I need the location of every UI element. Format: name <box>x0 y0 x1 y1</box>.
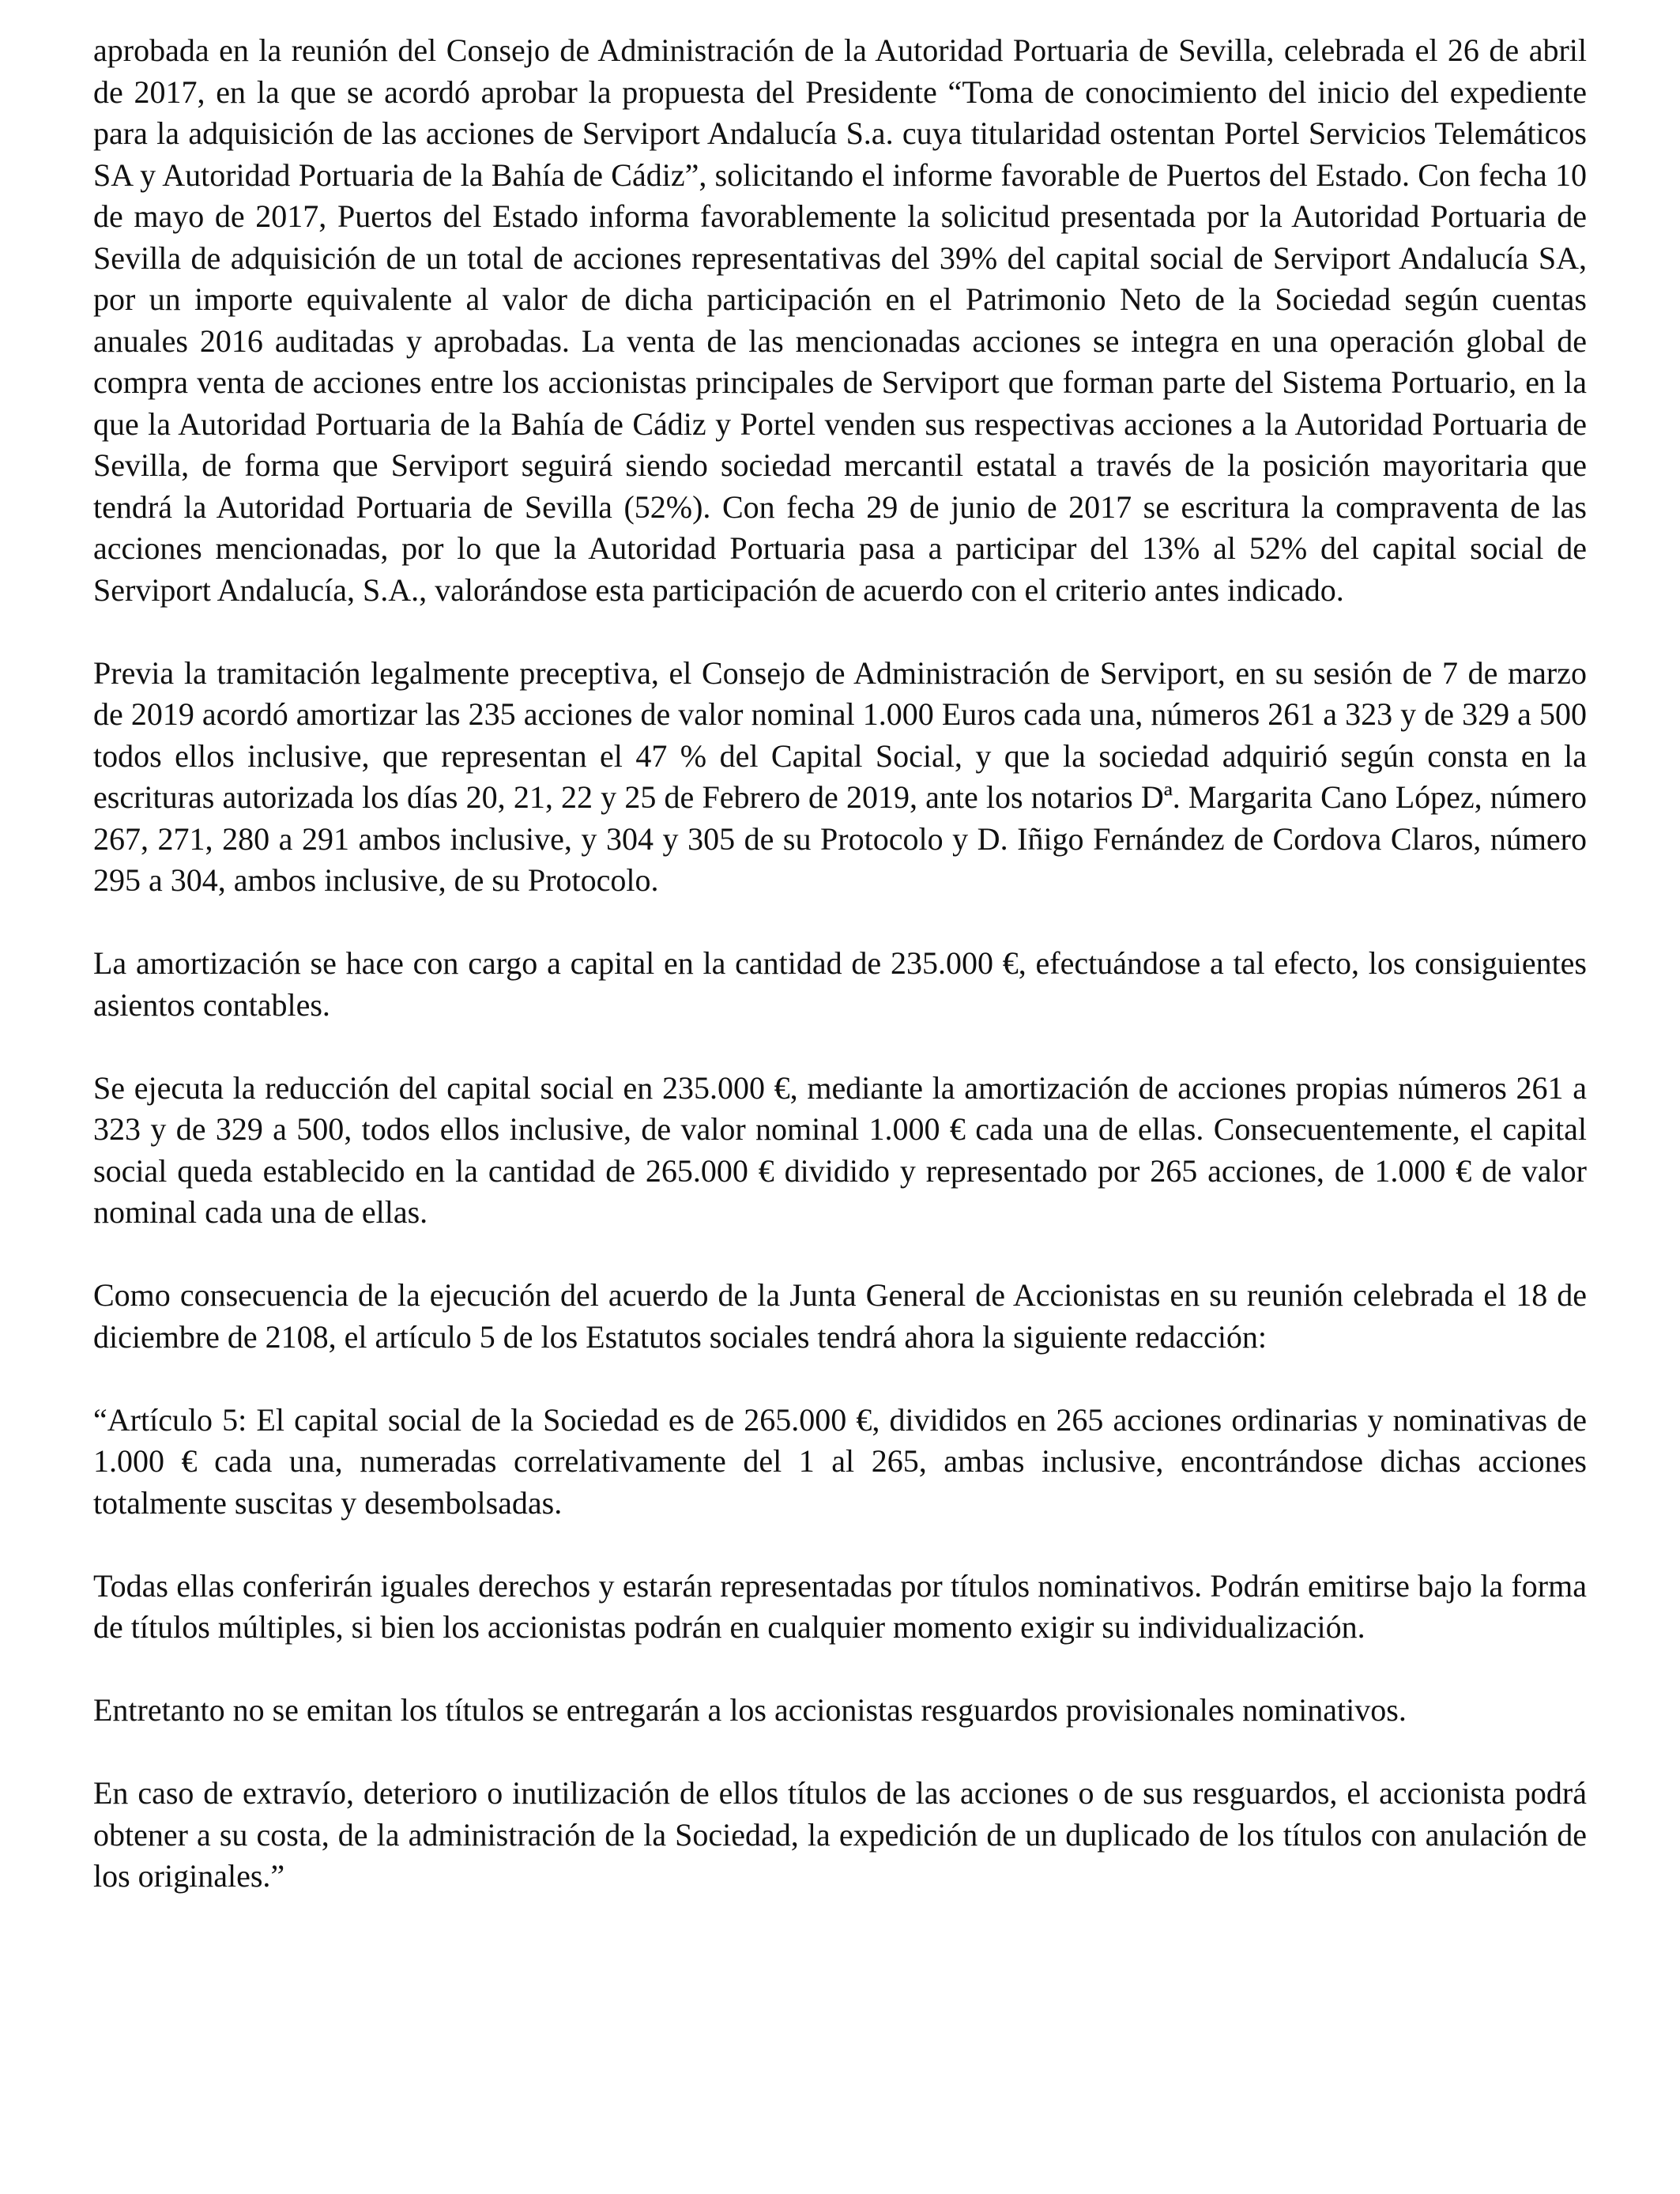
paragraph-capital-reduction: Se ejecuta la reducción del capital social en 235.000 €, mediante la amortización de acciones propias números 261 a 323 y de 329 a 500, todos ellos inclusive, de valor nominal 1.000 € cada una de ellas. Consecuentemente, el capital social queda establecido en la cantidad de 265.000 € dividido y representado por 265 acciones, de 1.000 € de valor nominal cada una de ellas. <box>93 1069 1587 1230</box>
paragraph-provisional-receipts: Entretanto no se emitan los títulos se entregarán a los accionistas resguardos provisionales nominativos. <box>93 1692 1407 1728</box>
paragraph-share-amortization-agreement: Previa la tramitación legalmente preceptiva, el Consejo de Administración de Serviport, en su sesión de 7 de marzo de 2019 acordó amortizar las 235 acciones de valor nominal 1.000 Euros cada una, números 261 a 323 y de 329 a 500 todos ellos inclusive, que representan el 47 % del Capital Social, y que la sociedad adquirió según consta en la escrituras autorizada los días 20, 21, 22 y 25 de Febrero de 2019, ante los notarios Dª. Margarita Cano López, número 267, 271, 280 a 291 ambos inclusive, y 304 y 305 de su Protocolo y D. Iñigo Fernández de Cordova Claros, número 295 a 304, ambos inclusive, de su Protocolo. <box>93 654 1587 898</box>
paragraph-bylaws-amendment: Como consecuencia de la ejecución del acuerdo de la Junta General de Accionistas en su reunión celebrada el 18 de diciembre de 2108, el artículo 5 de los Estatutos sociales tendrá ahora la siguiente redacción: <box>93 1277 1587 1355</box>
paragraph-share-acquisition: aprobada en la reunión del Consejo de Administración de la Autoridad Portuaria de Sevilla, celebrada el 26 de abril de 2017, en la que se acordó aprobar la propuesta del Presidente “Toma de conocimiento del inicio del expediente para la adquisición de las acciones de Serviport Andalucía S.a. cuya titularidad ostentan Portel Servicios Telemáticos SA y Autoridad Portuaria de la Bahía de Cádiz”, solicitando el informe favorable de Puertos del Estado. Con fecha 10 de mayo de 2017, Puertos del Estado informa favorablemente la solicitud presentada por la Autoridad Portuaria de Sevilla de adquisición de un total de acciones representativas del 39% del capital social de Serviport Andalucía SA, por un importe equivalente al valor de dicha participación en el Patrimonio Neto de la Sociedad según cuentas anuales 2016 auditadas y aprobadas. La venta de las mencionadas acciones se integra en una operación global de compra venta de acciones entre los accionistas principales de Serviport que forman parte del Sistema Portuario, en la que la Autoridad Portuaria de la Bahía de Cádiz y Portel venden sus respectivas acciones a la Autoridad Portuaria de Sevilla, de forma que Serviport seguirá siendo sociedad mercantil estatal a través de la posición mayoritaria que tendrá la Autoridad Portuaria de Sevilla (52%). Con fecha 29 de junio de 2017 se escritura la compraventa de las acciones mencionadas, por lo que la Autoridad Portuaria pasa a participar del 13% al 52% del capital social de Serviport Andalucía, S.A., valorándose esta participación de acuerdo con el criterio antes indicado. <box>93 32 1587 608</box>
paragraph-amortization-accounting: La amortización se hace con cargo a capital en la cantidad de 235.000 €, efectuándose a tal efecto, los consiguientes asientos contables. <box>93 945 1587 1023</box>
paragraph-lost-titles: En caso de extravío, deterioro o inutilización de ellos títulos de las acciones o de sus resguardos, el accionista podrá obtener a su costa, de la administración de la Sociedad, la expedición de un duplicado de los títulos con anulación de los originales.” <box>93 1775 1587 1894</box>
paragraph-article-5: “Artículo 5: El capital social de la Sociedad es de 265.000 €, divididos en 265 acciones ordinarias y nominativas de 1.000 € cada una, numeradas correlativamente del 1 al 265, ambas inclusive, encontrándose dichas acciones totalmente suscitas y desembolsadas. <box>93 1401 1587 1521</box>
document-page <box>93 30 1587 1898</box>
paragraph-share-titles: Todas ellas conferirán iguales derechos y estarán representadas por títulos nominativos. Podrán emitirse bajo la forma de títulos múltiples, si bien los accionistas podrán en cualquier momento exigir su individualización. <box>93 1567 1587 1645</box>
